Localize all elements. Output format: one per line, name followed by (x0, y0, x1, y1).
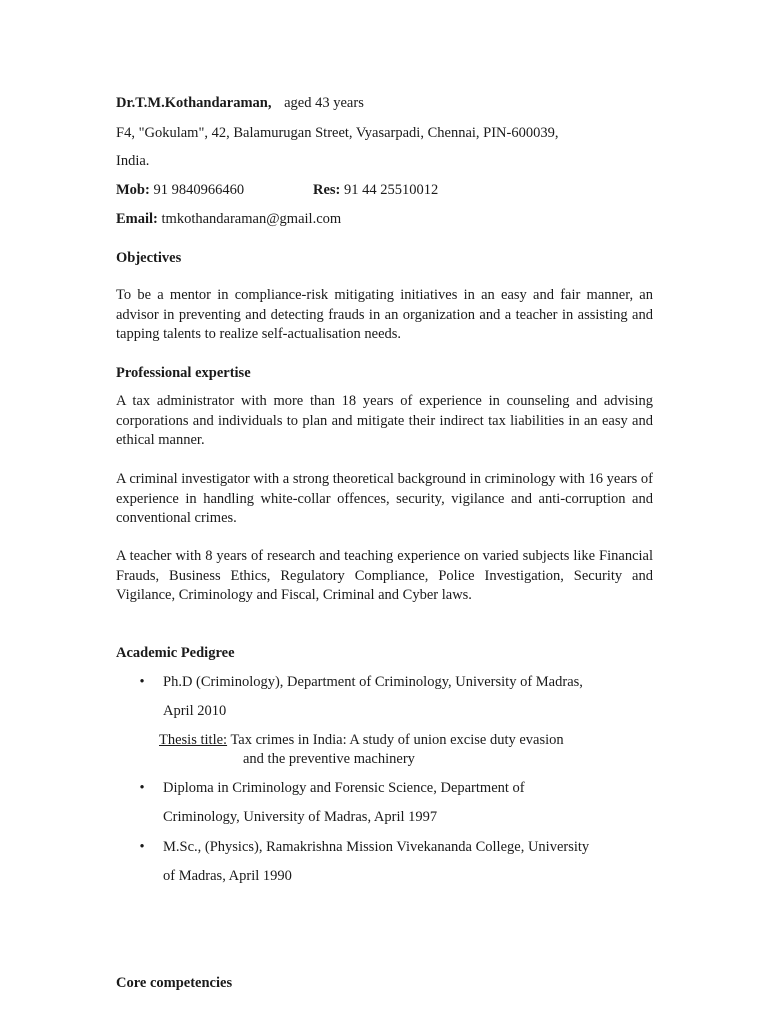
res-value: 91 44 25510012 (344, 182, 439, 198)
bullet-icon: • (139, 839, 145, 855)
bullet-icon: • (139, 674, 145, 690)
address-line-2: India. (116, 153, 150, 169)
address-line-1: F4, "Gokulam", 42, Balamurugan Street, Vyasarpadi, Chennai, PIN-600039, (116, 125, 559, 141)
core-competencies-heading: Core competencies (116, 975, 233, 991)
expertise-paragraph-3: A teacher with 8 years of research and teaching experience on varied subjects like Financial Frauds, Business Ethics, Regulatory Compliance, Police Investigation, Security and Vigilance, Criminology and Fiscal, Criminal and Cyber laws. (116, 548, 653, 603)
objectives-text: To be a mentor in compliance-risk mitigating initiatives in an easy and fair manner, an advisor in preventing and detecting frauds in an organization and a teacher in assisting and tapping talents to realize self-actualisation needs. (116, 287, 653, 342)
email-label: Email: (116, 211, 158, 227)
objectives-heading: Objectives (116, 250, 182, 266)
academic-item-3-line-1: M.Sc., (Physics), Ramakrishna Mission Vivekananda College, University (163, 839, 590, 855)
res-label: Res: (313, 182, 341, 198)
academic-item-2-line-1: Diploma in Criminology and Forensic Science, Department of (163, 780, 525, 796)
res-line (313, 181, 438, 199)
name-line (116, 94, 364, 112)
candidate-age: aged 43 years (284, 95, 364, 111)
candidate-name: Dr.T.M.Kothandaraman, (116, 95, 272, 111)
academic-item-3-line-2: of Madras, April 1990 (163, 868, 292, 884)
expertise-paragraph-2: A criminal investigator with a strong theoretical background in criminology with 16 years of experience in handling white-collar offences, security, vigilance and anti-corruption and conventional crimes. (116, 471, 653, 526)
academic-item-2-line-2: Criminology, University of Madras, April 1997 (163, 809, 438, 825)
academic-item-1-line-2: April 2010 (163, 703, 227, 719)
phone-line (116, 181, 244, 199)
academic-heading: Academic Pedigree (116, 645, 235, 661)
mob-label: Mob: (116, 182, 150, 198)
mob-value: 91 9840966460 (153, 182, 245, 198)
expertise-paragraph-1: A tax administrator with more than 18 years of experience in counseling and advising corporations and individuals to plan and mitigate their indirect tax liabilities in an easy and ethical manner. (116, 393, 653, 448)
email-value: tmkothandaraman@gmail.com (161, 211, 342, 227)
thesis-line-1 (159, 731, 564, 749)
bullet-icon: • (139, 780, 145, 796)
thesis-label: Thesis title: (159, 732, 228, 748)
email-line (116, 210, 341, 228)
expertise-heading: Professional expertise (116, 365, 251, 381)
thesis-line-2: and the preventive machinery (243, 751, 415, 767)
thesis-title: Tax crimes in India: A study of union excise duty evasion (230, 732, 564, 748)
academic-item-1-line-1: Ph.D (Criminology), Department of Criminology, University of Madras, (163, 674, 583, 690)
